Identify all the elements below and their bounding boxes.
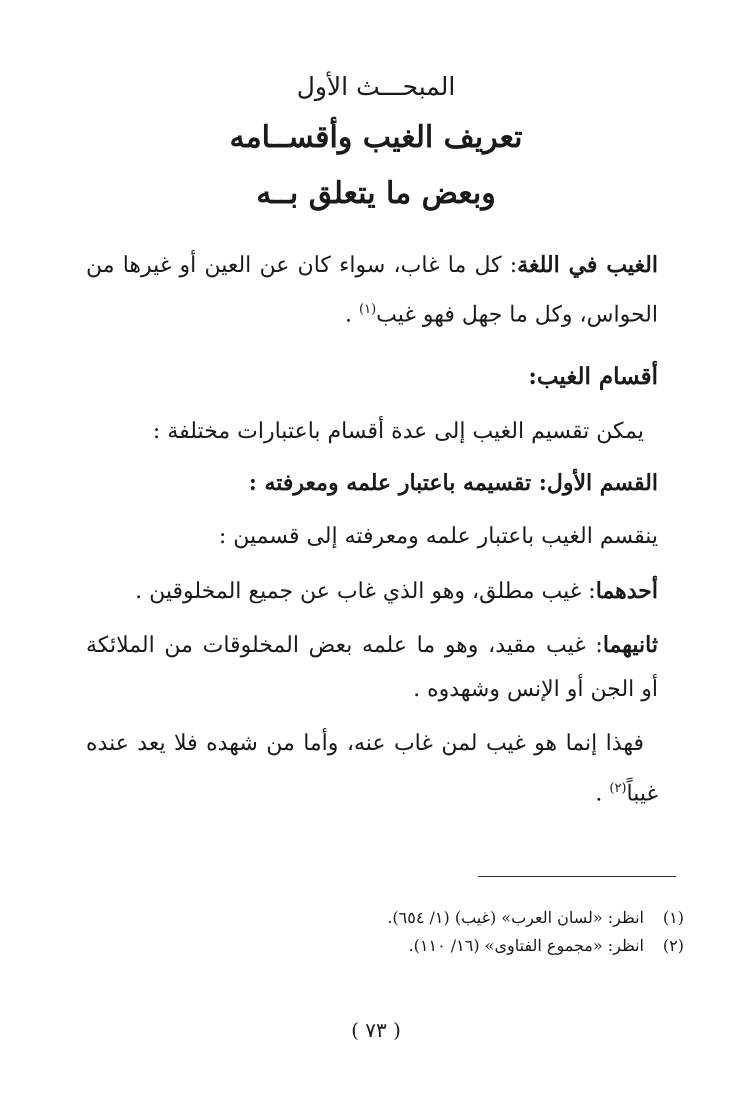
closing-text: غيباً xyxy=(626,781,658,807)
intro-line: يمكن تقسيم الغيب إلى عدة أقسام باعتبارات مختلفة : xyxy=(152,419,644,444)
closing-line2 xyxy=(86,769,658,814)
first-type-label: أحدهما xyxy=(595,578,658,604)
footnote-2-text: انظر: «مجموع الفتاوى» (١٦/ ١١٠). xyxy=(408,936,644,955)
split-sentence-line: ينقسم الغيب باعتبار علمه ومعرفته إلى قسمين : xyxy=(218,524,658,549)
footnote-1-text: انظر: «لسان العرب» (غيب) (١/ ٦٥٤). xyxy=(387,908,644,927)
chapter-title-line1: تعريف الغيب وأقســامه xyxy=(229,120,523,155)
footnote-1-number: (١) xyxy=(662,908,684,927)
footnote-ref-1: (١) xyxy=(359,302,377,317)
footnote-ref-2: (٢) xyxy=(609,781,627,796)
chapter-title-line2: وبعض ما يتعلق بــه xyxy=(256,176,496,211)
second-type-line1 xyxy=(86,625,658,666)
closing-line1: فهذا إنما هو غيب لمن غاب عنه، وأما من شهده فلا يعد عنده xyxy=(86,731,644,756)
first-division-label: القسم الأول xyxy=(546,470,658,496)
second-type-line2: أو الجن أو الإنس وشهدوه . xyxy=(413,677,658,702)
first-division-line xyxy=(86,463,658,504)
first-type-text: : غيب مطلق، وهو الذي غاب عن جميع المخلوقين . xyxy=(135,579,596,604)
footnote-2 xyxy=(409,934,684,958)
second-type-text: : غيب مقيد، وهو ما علمه بعض المخلوقات من الملائكة xyxy=(86,633,603,658)
page-number: ( ٧٣ ) xyxy=(351,1018,401,1042)
definition-text-cont: الحواس، وكل ما جهل فهو غيب xyxy=(376,302,658,328)
footnote-1 xyxy=(387,906,684,930)
footnote-2-number: (٢) xyxy=(662,936,684,955)
definition-line-end: . xyxy=(345,302,360,328)
second-type-label: ثانيهما xyxy=(602,632,658,658)
first-division-text: : تقسيمه باعتبار علمه ومعرفته : xyxy=(248,470,547,496)
footnote-divider xyxy=(478,876,676,877)
definition-text: : كل ما غاب، سواء كان عن العين أو غيرها من xyxy=(86,253,518,278)
section-heading: المبحـــث الأول xyxy=(296,72,456,101)
term-label: الغيب في اللغة xyxy=(517,252,658,278)
definition-line1 xyxy=(86,245,658,286)
closing-line-end: . xyxy=(595,781,610,807)
divisions-heading: أقسام الغيب: xyxy=(528,363,658,390)
definition-line2 xyxy=(86,290,658,335)
first-type-line xyxy=(86,571,658,612)
